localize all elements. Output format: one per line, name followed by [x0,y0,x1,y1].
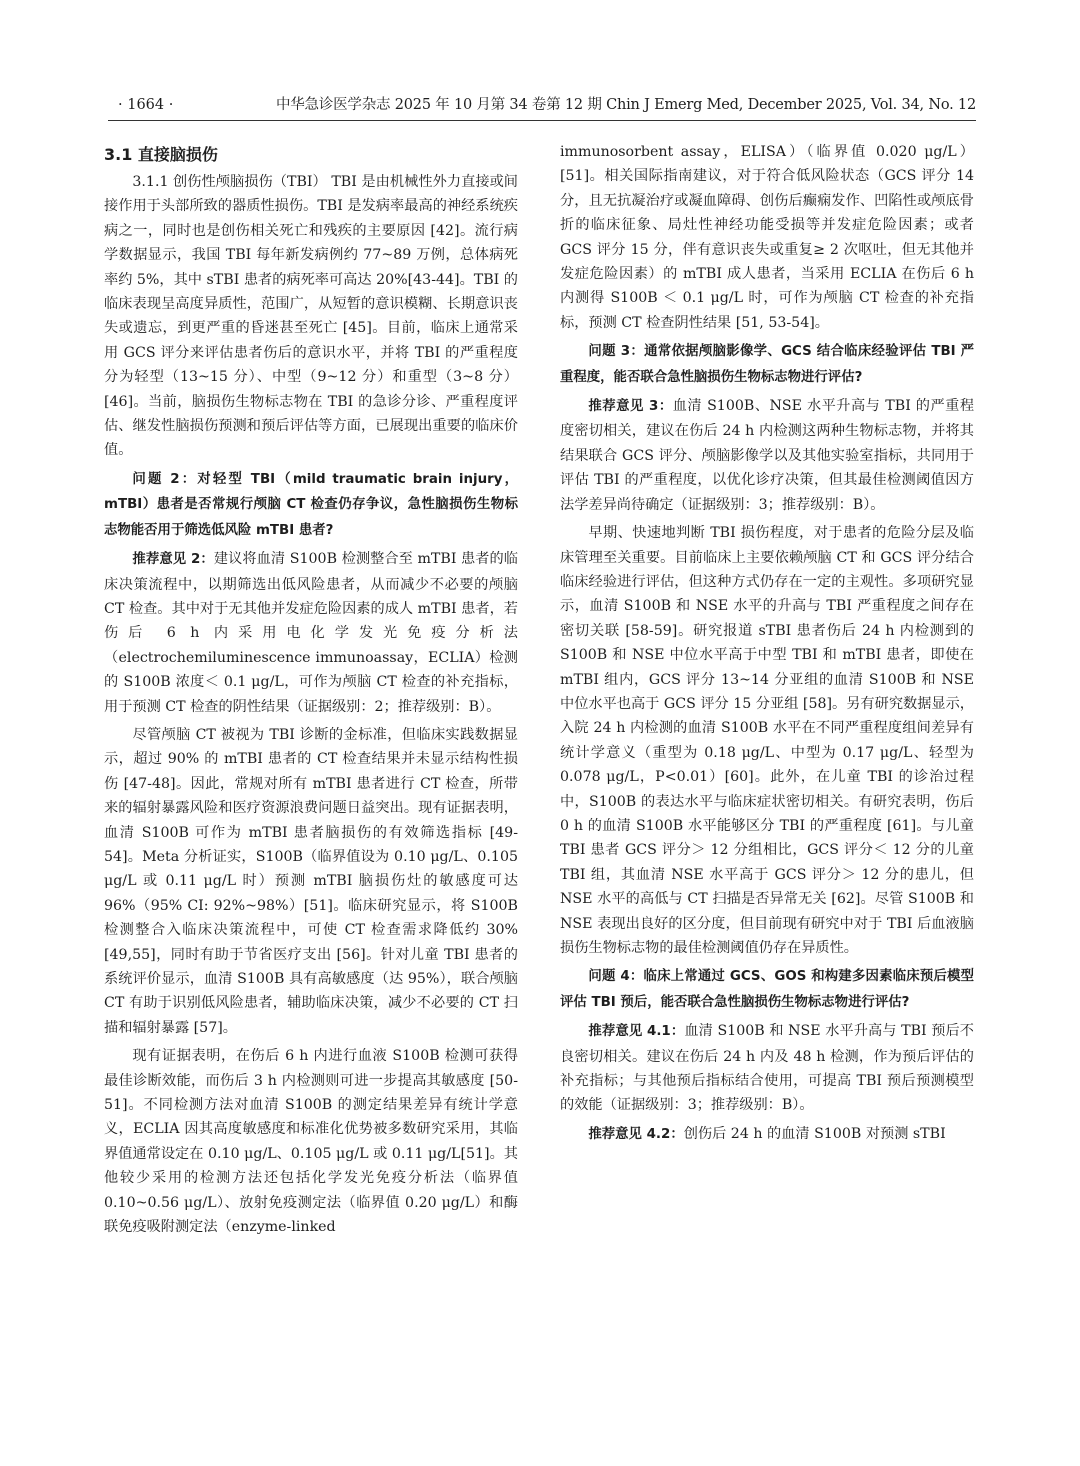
recommendation-4-1-text: 血清 S100B 和 NSE 水平升高与 TBI 预后不良密切相关。建议在伤后 24 h 内及 48 h 检测，作为预后评估的补充指标；与其他预后指标结合使用，可提高 TBI 预后预测模型的效能（证据级别：3；推荐级别：B）。 [560,1023,974,1114]
paragraph-severity-evidence: 早期、快速地判断 TBI 损伤程度，对于患者的危险分层及临床管理至关重要。目前临床上主要依赖颅脑 CT 和 GCS 评分结合临床经验进行评估，但这种方式仍存在一定的主观性。多项研究显示，血清 S100B 和 NSE 水平的升高与 TBI 严重程度之间存在密切关联 [58-59]。研究报道 sTBI 患者伤后 24 h 内检测到的 S100B 和 NSE 中位水平高于中型 TBI 和 mTBI 患者，即使在 mTBI 组内，GCS 评分 13~14 分亚组的血清 S100B 和 NSE 中位水平也高于 GCS 评分 15 分亚组 [58]。另有研究数据显示，入院 24 h 内检测的血清 S100B 水平在不同严重程度组间差异有统计学意义（重型为 0.18 μg/L、中型为 0.17 μg/L、轻型为 0.078 μg/L，P<0.01）[60]。此外，在儿童 TBI 的诊治过程中，S100B 的表达水平与临床症状密切相关。有研究表明，伤后 0 h 的血清 S100B 水平能够区分 TBI 的严重程度 [61]。与儿童 TBI 患者 GCS 评分＞ 12 分组相比，GCS 评分＜ 12 分的儿童 TBI 组，其血清 NSE 水平高于 GCS 评分＞ 12 分的患儿，但 NSE 水平的高低与 CT 扫描是否异常无关 [62]。尽管 S100B 和 NSE 表现出良好的区分度，但目前现有研究中对于 TBI 后血液脑损伤生物标志物的最佳检测阈值仍存在异质性。 [560,525,974,956]
paragraph-tbi-intro: 3.1.1 创伤性颅脑损伤（TBI） TBI 是由机械性外力直接或间接作用于头部所致的器质性损伤。TBI 是发病率最高的神经系统疾病之一，同时也是创伤相关死亡和残疾的主要原因 [42]。流行病学数据显示，我国 TBI 每年新发病例约 77~89 万例，总体病死率约 5%，其中 sTBI 患者的病死率可高达 20%[43-44]。TBI 的临床表现呈高度异质性，范围广，从短暂的意识模糊、长期意识丧失或遗忘，到更严重的昏迷甚至死亡 [45]。目前，临床上通常采用 GCS 评分来评估患者伤后的意识水平，并将 TBI 的严重程度分为轻型（13~15 分）、中型（9~12 分）和重型（3~8 分）[46]。当前，脑损伤生物标志物在 TBI 的急诊分诊、严重程度评估、继发性脑损伤预测和预后评估等方面，已展现出重要的临床价值。 [104,174,518,459]
question-2-text: 问题 2：对轻型 TBI（mild traumatic brain injury，mTBI）患者是否常规行颅脑 CT 检查仍存争议，急性脑损伤生物标志物能否用于筛选低风险 mTBI 患者? [104,471,518,538]
page-number: · 1664 · [118,97,174,113]
recommendation-4-1-label: 推荐意见 4.1： [588,1024,685,1040]
recommendation-4-1 [560,1019,974,1118]
question-3 [560,339,974,390]
recommendation-4-2-text: 创伤后 24 h 的血清 S100B 对预测 sTBI [683,1125,946,1142]
paragraph-guidelines: immunosorbent assay，ELISA）（临界值 0.020 μg/L）[51]。相关国际指南建议，对于符合低风险状态（GCS 评分 14 分，且无抗凝治疗或凝血障碍、创伤后癫痫发作、凹陷性或颅底骨折的临床征象、局灶性神经功能受损等并发症危险因素；或者 GCS 评分 15 分，伴有意识丧失或重复≥ 2 次呕吐，但无其他并发症危险因素）的 mTBI 成人患者，当采用 ECLIA 在伤后 6 h 内测得 S100B ＜ 0.1 μg/L 时，可作为颅脑 CT 检查的补充指标，预测 CT 检查阴性结果 [51, 53-54]。 [560,144,974,331]
paragraph-ct-evidence: 尽管颅脑 CT 被视为 TBI 诊断的金标准，但临床实践数据显示，超过 90% 的 mTBI 患者的 CT 检查结果并未显示结构性损伤 [47-48]。因此，常规对所有 mTBI 患者进行 CT 检查，所带来的辐射暴露风险和医疗资源浪费问题日益突出。现有证据表明，血清 S100B 可作为 mTBI 患者脑损伤的有效筛选指标 [49-54]。Meta 分析证实，S100B（临界值设为 0.10 μg/L、0.105 μg/L 或 0.11 μg/L 时）预测 mTBI 脑损伤灶的敏感度可达 96%（95% CI: 92%~98%）[51]。临床研究显示，将 S100B 检测整合入临床决策流程中，可使 CT 检查需求降低约 30%[49,55]，同时有助于节省医疗支出 [56]。针对儿童 TBI 患者的系统评价显示，血清 S100B 具有高敏感度（达 95%），联合颅脑 CT 有助于识别低风险患者，辅助临床决策，减少不必要的 CT 扫描和辐射暴露 [57]。 [104,726,518,1036]
left-column [104,140,518,1239]
running-header [108,94,976,121]
recommendation-4-2 [560,1122,974,1147]
recommendation-2-text: 建议将血清 S100B 检测整合至 mTBI 患者的临床决策流程中，以期筛选出低风险患者，从而减少不必要的颅脑 CT 检查。其中对于无其他并发症危险因素的成人 mTBI 患者，若伤后 6 h 内采用电化学发光免疫分析法（electrochemiluminescence immunoassay，ECLIA）检测的 S100B 浓度＜ 0.1 μg/L，可作为颅脑 CT 检查的补充指标，用于预测 CT 检查的阴性结果（证据级别：2；推荐级别：B）。 [104,551,518,715]
recommendation-3-text: 血清 S100B、NSE 水平升高与 TBI 的严重程度密切相关，建议在伤后 24 h 内检测这两种生物标志物，并将其结果联合 GCS 评分、颅脑影像学以及其他实验室指标，共同用于评估 TBI 的严重程度，以优化诊疗决策，但其最佳检测阈值因方法学差异尚待确定（证据级别：3；推荐级别：B）。 [560,398,975,513]
journal-citation: 中华急诊医学杂志 2025 年 10 月第 34 卷第 12 期 Chin J Emerg Med, December 2025, Vol. 34, No. 12 [275,97,976,113]
recommendation-4-2-label: 推荐意见 4.2： [588,1126,684,1142]
paragraph-detection-methods: 现有证据表明，在伤后 6 h 内进行血液 S100B 检测可获得最佳诊断效能，而伤后 3 h 内检测则可进一步提高其敏感度 [50-51]。不同检测方法对血清 S100B 的测定结果差异有统计学意义，ECLIA 因其高度敏感度和标准化优势被多数研究采用，其临界值通常设定在 0.10 μg/L、0.105 μg/L 或 0.11 μg/L[51]。其他较少采用的检测方法还包括化学发光免疫分析法（临界值 0.10~0.56 μg/L）、放射免疫测定法（临界值 0.20 μg/L）和酶联免疫吸附测定法（enzyme-linked [104,1048,518,1236]
recommendation-3 [560,394,974,517]
question-4-text: 问题 4：临床上常通过 GCS、GOS 和构建多因素临床预后模型评估 TBI 预后，能否联合急性脑损伤生物标志物进行评估? [560,969,974,1010]
section-title: 3.1 直接脑损伤 [104,145,218,164]
question-2 [104,467,518,543]
question-3-text: 问题 3：通常依据颅脑影像学、GCS 结合临床经验评估 TBI 严重程度，能否联合急性脑损伤生物标志物进行评估? [560,344,974,385]
recommendation-2-label: 推荐意见 2： [132,552,214,568]
right-column [560,140,974,1147]
question-4 [560,964,974,1015]
recommendation-2 [104,547,518,719]
recommendation-3-label: 推荐意见 3： [588,399,673,415]
